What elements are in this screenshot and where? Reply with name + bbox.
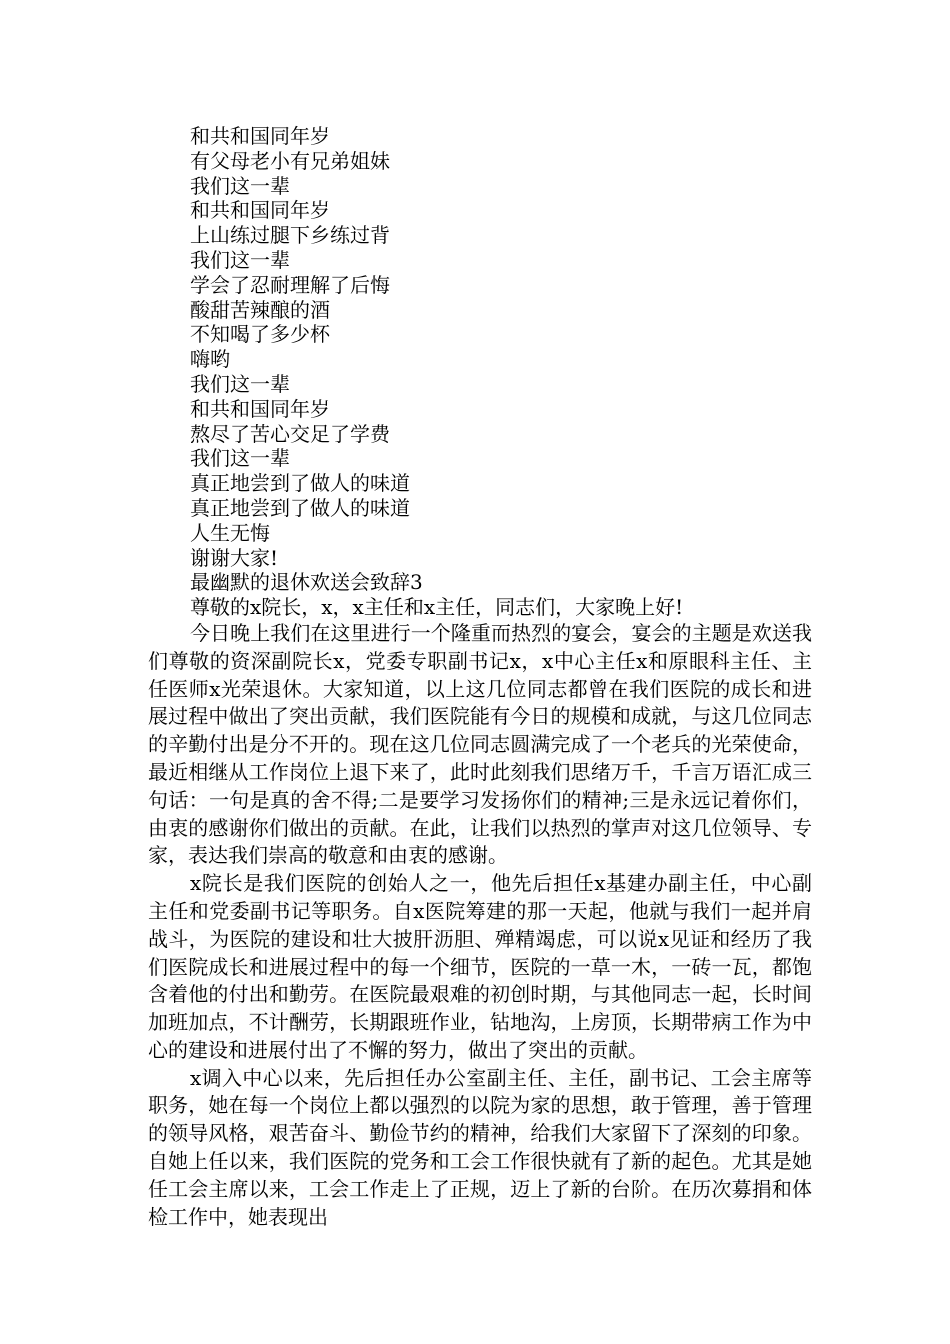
body-paragraph: x院长是我们医院的创始人之一，他先后担任x基建办副主任，中心副主任和党委副书记等职务。自x医院筹建的那一天起，他就与我们一起并肩战斗，为医院的建设和壮大披肝沥胆、殚精竭虑，可以说x见证和经历了我们医院成长和进展过程中的每一个细节，医院的一草一木，一砖一瓦，都饱含着他的付出和勤劳。在医院最艰难的初创时期，与其他同志一起，长时间加班加点，不计酬劳，长期跟班作业，钻地沟，上房顶，长期带病工作为中心的建设和进展付出了不懈的努力，做出了突出的贡献。 bbox=[148, 871, 812, 1062]
poem-line: 我们这一辈 bbox=[190, 446, 290, 471]
poem-line: 学会了忍耐理解了后悔 bbox=[190, 272, 390, 297]
salutation: 尊敬的x院长，x，x主任和x主任，同志们，大家晚上好! bbox=[190, 595, 684, 620]
poem-line: 真正地尝到了做人的味道 bbox=[190, 471, 410, 496]
poem-line: 和共和国同年岁 bbox=[190, 396, 330, 421]
section-title: 最幽默的退休欢送会致辞3 bbox=[190, 570, 423, 595]
body-paragraph: 今日晚上我们在这里进行一个隆重而热烈的宴会，宴会的主题是欢送我们尊敬的资深副院长x，党委专职副书记x，x中心主任x和原眼科主任、主任医师x光荣退休。大家知道，以上这几位同志都曾在我们医院的成长和进展过程中做出了突出贡献，我们医院能有今日的规模和成就，与这几位同志的辛勤付出是分不开的。现在这几位同志圆满完成了一个老兵的光荣使命，最近相继从工作岗位上退下来了，此时此刻我们思绪万千，千言万语汇成三句话：一句是真的舍不得;二是要学习发扬你们的精神;三是永远记着你们，由衷的感谢你们做出的贡献。在此，让我们以热烈的掌声对这几位领导、专家，表达我们崇高的敬意和由衷的感谢。 bbox=[148, 620, 812, 868]
poem-line: 不知喝了多少杯 bbox=[190, 322, 330, 347]
poem-line: 嗨哟 bbox=[190, 347, 230, 372]
poem-line: 上山练过腿下乡练过背 bbox=[190, 223, 390, 248]
document-body bbox=[148, 124, 812, 1231]
poem-line: 真正地尝到了做人的味道 bbox=[190, 495, 410, 520]
poem-line: 谢谢大家! bbox=[190, 545, 279, 570]
poem-line: 我们这一辈 bbox=[190, 173, 290, 198]
poem-line: 我们这一辈 bbox=[190, 371, 290, 396]
body-paragraph: x调入中心以来，先后担任办公室副主任、主任，副书记、工会主席等职务，她在每一个岗位上都以强烈的以院为家的思想，敢于管理，善于管理的领导风格，艰苦奋斗、勤俭节约的精神，给我们大家留下了深刻的印象。自她上任以来，我们医院的党务和工会工作很快就有了新的起色。尤其是她任工会主席以来，工会工作走上了正规，迈上了新的台阶。在历次募捐和体检工作中，她表现出 bbox=[148, 1065, 812, 1229]
poem-line: 熬尽了苦心交足了学费 bbox=[190, 421, 390, 446]
poem-line: 有父母老小有兄弟姐妹 bbox=[190, 148, 390, 173]
poem-line: 和共和国同年岁 bbox=[190, 124, 330, 148]
poem-line: 人生无悔 bbox=[190, 520, 270, 545]
poem-line: 我们这一辈 bbox=[190, 247, 290, 272]
poem-line: 和共和国同年岁 bbox=[190, 198, 330, 223]
poem-line: 酸甜苦辣酿的酒 bbox=[190, 297, 330, 322]
